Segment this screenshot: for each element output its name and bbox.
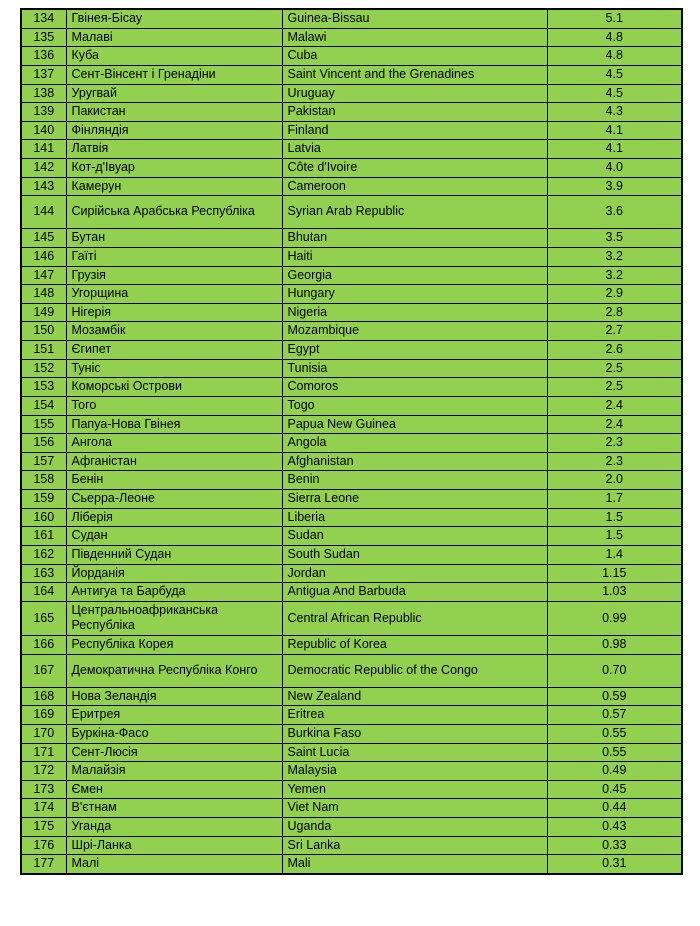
- rank-cell: 167: [21, 654, 66, 687]
- value-cell: 2.4: [547, 396, 682, 415]
- country-name-en-cell: Burkina Faso: [282, 724, 547, 743]
- country-name-en-cell: Malaysia: [282, 762, 547, 781]
- country-name-uk-cell: Ємен: [66, 780, 282, 799]
- value-cell: 1.5: [547, 508, 682, 527]
- value-cell: 0.59: [547, 687, 682, 706]
- country-name-uk-cell: Антигуа та Барбуда: [66, 583, 282, 602]
- value-cell: 3.5: [547, 229, 682, 248]
- country-name-en-cell: Republic of Korea: [282, 636, 547, 655]
- table-row: [21, 490, 682, 509]
- rank-cell: 148: [21, 285, 66, 304]
- country-name-en-cell: Togo: [282, 396, 547, 415]
- rank-cell: 143: [21, 177, 66, 196]
- country-name-uk-cell: Єгипет: [66, 341, 282, 360]
- country-name-en-cell: Yemen: [282, 780, 547, 799]
- table-row: [21, 47, 682, 66]
- country-name-uk-cell: Кот-д'Івуар: [66, 159, 282, 178]
- country-name-en-cell: Sri Lanka: [282, 836, 547, 855]
- rank-cell: 168: [21, 687, 66, 706]
- table-row: [21, 836, 682, 855]
- country-name-en-cell: Haiti: [282, 247, 547, 266]
- value-cell: 4.3: [547, 103, 682, 122]
- country-name-uk-cell: Папуа-Нова Гвінея: [66, 415, 282, 434]
- country-name-uk-cell: Еритрея: [66, 706, 282, 725]
- table-row: [21, 121, 682, 140]
- value-cell: 0.70: [547, 654, 682, 687]
- country-name-uk-cell: Угорщина: [66, 285, 282, 304]
- rank-cell: 155: [21, 415, 66, 434]
- rank-cell: 172: [21, 762, 66, 781]
- rank-cell: 137: [21, 65, 66, 84]
- country-name-en-cell: Mali: [282, 855, 547, 874]
- rank-cell: 173: [21, 780, 66, 799]
- value-cell: 0.33: [547, 836, 682, 855]
- rank-cell: 145: [21, 229, 66, 248]
- value-cell: 4.1: [547, 140, 682, 159]
- rank-cell: 142: [21, 159, 66, 178]
- value-cell: 4.0: [547, 159, 682, 178]
- value-cell: 3.9: [547, 177, 682, 196]
- rank-cell: 176: [21, 836, 66, 855]
- rank-cell: 156: [21, 434, 66, 453]
- country-name-uk-cell: Уганда: [66, 818, 282, 837]
- value-cell: 1.03: [547, 583, 682, 602]
- table-row: [21, 84, 682, 103]
- value-cell: 1.4: [547, 545, 682, 564]
- country-name-uk-cell: Центральноафриканська Республіка: [66, 601, 282, 635]
- value-cell: 1.5: [547, 527, 682, 546]
- value-cell: 0.55: [547, 743, 682, 762]
- country-name-en-cell: Mozambique: [282, 322, 547, 341]
- value-cell: 0.31: [547, 855, 682, 874]
- rank-cell: 165: [21, 601, 66, 635]
- table-row: [21, 564, 682, 583]
- country-name-en-cell: Benin: [282, 471, 547, 490]
- country-name-uk-cell: Уругвай: [66, 84, 282, 103]
- rank-cell: 166: [21, 636, 66, 655]
- value-cell: 1.15: [547, 564, 682, 583]
- country-ranking-table-body: [21, 9, 682, 874]
- country-name-uk-cell: Сент-Вінсент і Гренадіни: [66, 65, 282, 84]
- rank-cell: 144: [21, 196, 66, 229]
- country-name-uk-cell: Нігерія: [66, 303, 282, 322]
- value-cell: 3.6: [547, 196, 682, 229]
- rank-cell: 141: [21, 140, 66, 159]
- country-name-uk-cell: Камерун: [66, 177, 282, 196]
- country-name-uk-cell: Шрі-Ланка: [66, 836, 282, 855]
- country-name-uk-cell: Мозамбік: [66, 322, 282, 341]
- rank-cell: 147: [21, 266, 66, 285]
- value-cell: 4.5: [547, 84, 682, 103]
- rank-cell: 140: [21, 121, 66, 140]
- country-name-uk-cell: Буркіна-Фасо: [66, 724, 282, 743]
- country-name-en-cell: Georgia: [282, 266, 547, 285]
- country-name-uk-cell: Гвінея-Бісау: [66, 9, 282, 28]
- country-name-uk-cell: Пакистан: [66, 103, 282, 122]
- country-name-uk-cell: Латвія: [66, 140, 282, 159]
- country-name-en-cell: Tunisia: [282, 359, 547, 378]
- country-name-uk-cell: Малі: [66, 855, 282, 874]
- rank-cell: 157: [21, 452, 66, 471]
- country-name-en-cell: Democratic Republic of the Congo: [282, 654, 547, 687]
- country-name-en-cell: Egypt: [282, 341, 547, 360]
- table-row: [21, 545, 682, 564]
- country-name-uk-cell: Туніс: [66, 359, 282, 378]
- table-row: [21, 341, 682, 360]
- country-name-uk-cell: Нова Зеландія: [66, 687, 282, 706]
- table-row: [21, 583, 682, 602]
- country-name-uk-cell: Сент-Люсія: [66, 743, 282, 762]
- table-row: [21, 452, 682, 471]
- rank-cell: 135: [21, 28, 66, 47]
- country-name-en-cell: Saint Lucia: [282, 743, 547, 762]
- value-cell: 2.7: [547, 322, 682, 341]
- value-cell: 0.43: [547, 818, 682, 837]
- rank-cell: 151: [21, 341, 66, 360]
- country-name-uk-cell: Сьерра-Леоне: [66, 490, 282, 509]
- country-name-uk-cell: Йорданія: [66, 564, 282, 583]
- country-name-en-cell: Finland: [282, 121, 547, 140]
- country-name-en-cell: Cuba: [282, 47, 547, 66]
- country-name-en-cell: Malawi: [282, 28, 547, 47]
- value-cell: 0.49: [547, 762, 682, 781]
- rank-cell: 169: [21, 706, 66, 725]
- country-name-uk-cell: Коморські Острови: [66, 378, 282, 397]
- rank-cell: 159: [21, 490, 66, 509]
- table-row: [21, 415, 682, 434]
- table-row: [21, 247, 682, 266]
- table-row: [21, 359, 682, 378]
- value-cell: 3.2: [547, 247, 682, 266]
- value-cell: 4.8: [547, 28, 682, 47]
- table-row: [21, 103, 682, 122]
- table-row: [21, 177, 682, 196]
- country-name-en-cell: Nigeria: [282, 303, 547, 322]
- table-row: [21, 28, 682, 47]
- rank-cell: 149: [21, 303, 66, 322]
- country-name-uk-cell: Гаїті: [66, 247, 282, 266]
- value-cell: 4.5: [547, 65, 682, 84]
- country-name-uk-cell: Куба: [66, 47, 282, 66]
- table-row: [21, 636, 682, 655]
- country-name-en-cell: Liberia: [282, 508, 547, 527]
- country-name-en-cell: Guinea-Bissau: [282, 9, 547, 28]
- rank-cell: 150: [21, 322, 66, 341]
- country-name-en-cell: Cameroon: [282, 177, 547, 196]
- rank-cell: 163: [21, 564, 66, 583]
- country-name-en-cell: Jordan: [282, 564, 547, 583]
- table-row: [21, 724, 682, 743]
- country-name-en-cell: Sierra Leone: [282, 490, 547, 509]
- country-name-uk-cell: Бутан: [66, 229, 282, 248]
- country-name-en-cell: Uruguay: [282, 84, 547, 103]
- country-name-uk-cell: Малаві: [66, 28, 282, 47]
- rank-cell: 139: [21, 103, 66, 122]
- value-cell: 3.2: [547, 266, 682, 285]
- value-cell: 2.3: [547, 434, 682, 453]
- rank-cell: 175: [21, 818, 66, 837]
- value-cell: 2.5: [547, 359, 682, 378]
- table-row: [21, 9, 682, 28]
- table-row: [21, 266, 682, 285]
- table-row: [21, 434, 682, 453]
- value-cell: 2.4: [547, 415, 682, 434]
- value-cell: 0.98: [547, 636, 682, 655]
- value-cell: 2.8: [547, 303, 682, 322]
- rank-cell: 152: [21, 359, 66, 378]
- country-name-uk-cell: Того: [66, 396, 282, 415]
- table-row: [21, 855, 682, 874]
- value-cell: 5.1: [547, 9, 682, 28]
- table-row: [21, 654, 682, 687]
- country-name-uk-cell: Малайзія: [66, 762, 282, 781]
- country-name-en-cell: Syrian Arab Republic: [282, 196, 547, 229]
- table-row: [21, 140, 682, 159]
- rank-cell: 171: [21, 743, 66, 762]
- rank-cell: 164: [21, 583, 66, 602]
- value-cell: 0.55: [547, 724, 682, 743]
- country-ranking-table: [20, 8, 683, 875]
- table-row: [21, 378, 682, 397]
- table-row: [21, 799, 682, 818]
- value-cell: 4.1: [547, 121, 682, 140]
- value-cell: 0.57: [547, 706, 682, 725]
- value-cell: 0.45: [547, 780, 682, 799]
- country-name-en-cell: New Zealand: [282, 687, 547, 706]
- country-name-en-cell: Hungary: [282, 285, 547, 304]
- table-row: [21, 601, 682, 635]
- rank-cell: 154: [21, 396, 66, 415]
- country-name-en-cell: Uganda: [282, 818, 547, 837]
- table-row: [21, 818, 682, 837]
- country-name-en-cell: Saint Vincent and the Grenadines: [282, 65, 547, 84]
- value-cell: 0.99: [547, 601, 682, 635]
- rank-cell: 158: [21, 471, 66, 490]
- country-name-uk-cell: Демократична Республіка Конго: [66, 654, 282, 687]
- country-name-en-cell: Afghanistan: [282, 452, 547, 471]
- table-row: [21, 229, 682, 248]
- table-row: [21, 196, 682, 229]
- value-cell: 1.7: [547, 490, 682, 509]
- table-row: [21, 527, 682, 546]
- table-row: [21, 780, 682, 799]
- value-cell: 2.3: [547, 452, 682, 471]
- country-name-uk-cell: Афганістан: [66, 452, 282, 471]
- table-row: [21, 396, 682, 415]
- rank-cell: 174: [21, 799, 66, 818]
- country-name-en-cell: Papua New Guinea: [282, 415, 547, 434]
- table-row: [21, 743, 682, 762]
- country-name-uk-cell: Сирійська Арабська Республіка: [66, 196, 282, 229]
- rank-cell: 177: [21, 855, 66, 874]
- value-cell: 4.8: [547, 47, 682, 66]
- rank-cell: 162: [21, 545, 66, 564]
- value-cell: 2.5: [547, 378, 682, 397]
- table-row: [21, 159, 682, 178]
- rank-cell: 170: [21, 724, 66, 743]
- table-row: [21, 762, 682, 781]
- country-name-uk-cell: Південний Судан: [66, 545, 282, 564]
- table-row: [21, 508, 682, 527]
- country-name-en-cell: Bhutan: [282, 229, 547, 248]
- table-row: [21, 322, 682, 341]
- country-name-uk-cell: В'єтнам: [66, 799, 282, 818]
- rank-cell: 146: [21, 247, 66, 266]
- country-name-uk-cell: Грузія: [66, 266, 282, 285]
- country-name-en-cell: Côte d'Ivoire: [282, 159, 547, 178]
- rank-cell: 160: [21, 508, 66, 527]
- rank-cell: 136: [21, 47, 66, 66]
- table-row: [21, 687, 682, 706]
- rank-cell: 138: [21, 84, 66, 103]
- rank-cell: 161: [21, 527, 66, 546]
- table-row: [21, 471, 682, 490]
- country-name-uk-cell: Фінляндія: [66, 121, 282, 140]
- value-cell: 2.6: [547, 341, 682, 360]
- value-cell: 2.0: [547, 471, 682, 490]
- country-name-en-cell: Viet Nam: [282, 799, 547, 818]
- rank-cell: 134: [21, 9, 66, 28]
- country-name-uk-cell: Бенін: [66, 471, 282, 490]
- country-name-en-cell: Pakistan: [282, 103, 547, 122]
- table-row: [21, 303, 682, 322]
- country-name-en-cell: South Sudan: [282, 545, 547, 564]
- country-name-en-cell: Central African Republic: [282, 601, 547, 635]
- country-name-en-cell: Comoros: [282, 378, 547, 397]
- country-name-en-cell: Antigua And Barbuda: [282, 583, 547, 602]
- country-name-uk-cell: Республіка Корея: [66, 636, 282, 655]
- table-row: [21, 285, 682, 304]
- country-name-uk-cell: Ангола: [66, 434, 282, 453]
- rank-cell: 153: [21, 378, 66, 397]
- country-name-en-cell: Eritrea: [282, 706, 547, 725]
- country-name-en-cell: Latvia: [282, 140, 547, 159]
- table-row: [21, 706, 682, 725]
- country-name-en-cell: Sudan: [282, 527, 547, 546]
- value-cell: 2.9: [547, 285, 682, 304]
- value-cell: 0.44: [547, 799, 682, 818]
- table-row: [21, 65, 682, 84]
- country-name-uk-cell: Судан: [66, 527, 282, 546]
- country-name-en-cell: Angola: [282, 434, 547, 453]
- country-name-uk-cell: Ліберія: [66, 508, 282, 527]
